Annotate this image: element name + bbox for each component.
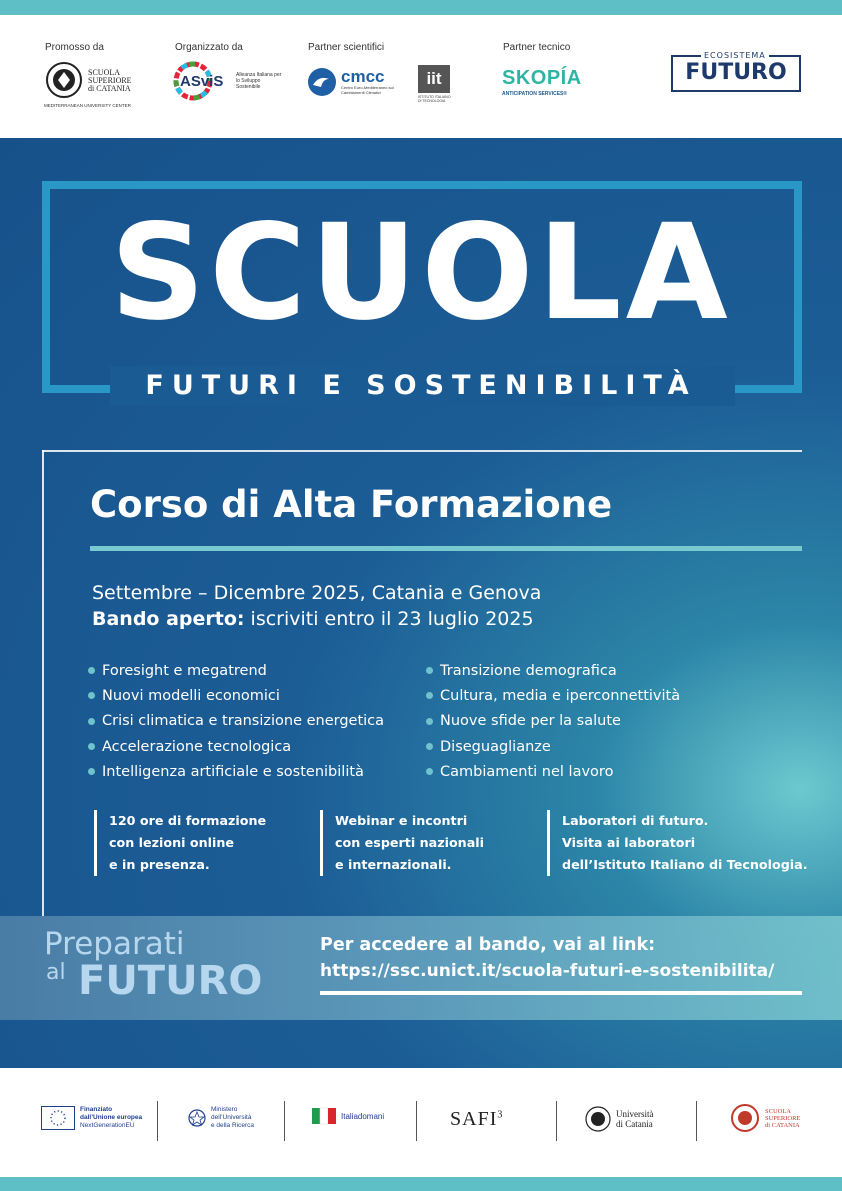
ssc-logo-line1: SCUOLA	[88, 68, 121, 77]
italiadomani-logo	[312, 1106, 384, 1126]
footer-divider	[284, 1101, 285, 1141]
topic-item: Accelerazione tecnologica	[88, 734, 384, 759]
cmcc-caption: Centro Euro-Mediterraneo sui Cambiamenti Climatici	[341, 85, 394, 95]
cta-link[interactable]: https://ssc.unict.it/scuola-futuri-e-sostenibilita/	[320, 961, 775, 981]
bullet-icon	[88, 768, 95, 775]
mur-text-3: e della Ricerca	[211, 1122, 254, 1129]
cmcc-logo	[307, 67, 397, 97]
italiadomani-flag-icon	[312, 1106, 336, 1126]
bullet-icon	[426, 768, 433, 775]
topic-item: Transizione demografica	[426, 658, 680, 683]
cta-link-underline	[320, 991, 802, 995]
eu-text-3: NextGenerationEU	[80, 1122, 135, 1129]
organized-by-label: Organizzato da	[175, 42, 243, 53]
italian-emblem-icon	[188, 1109, 206, 1127]
footer-divider	[416, 1101, 417, 1141]
ssc-red-emblem-icon	[730, 1102, 760, 1134]
iit-wordmark: iit	[418, 65, 450, 93]
bando-deadline: iscriviti entro il 23 luglio 2025	[244, 608, 534, 630]
ssc-logo-line2: SUPERIORE	[88, 76, 132, 85]
eu-text-2: dall’Unione europea	[80, 1114, 143, 1121]
unict-text-2: di Catania	[616, 1119, 653, 1129]
mur-text-2: dell’Università	[211, 1114, 252, 1121]
ecosistema-futuro-logo	[671, 51, 801, 92]
bullet-icon	[88, 718, 95, 725]
asvis-logo	[172, 60, 282, 102]
eu-text-1: Finanziato	[80, 1106, 113, 1113]
technical-partner-label: Partner tecnico	[503, 42, 571, 53]
mur-text-1: Ministero	[211, 1106, 238, 1113]
course-heading-underline	[90, 546, 802, 551]
eu-flag-icon	[41, 1106, 75, 1130]
bullet-icon	[426, 667, 433, 674]
footer-divider	[556, 1101, 557, 1141]
cmcc-wave-icon	[307, 67, 337, 97]
bullet-icon	[426, 718, 433, 725]
hero-title: SCUOLA	[110, 196, 732, 350]
safi-superscript: 3	[497, 1109, 504, 1121]
slogan-futuro: FUTURO	[78, 958, 263, 1004]
futuro-wordmark: FUTURO	[685, 60, 787, 85]
top-accent-stripe	[0, 0, 842, 15]
safi-wordmark: SAFI	[450, 1108, 498, 1130]
feature-hours: 120 ore di formazione con lezioni online e in presenza.	[94, 810, 266, 876]
topics-left-list	[88, 658, 384, 784]
course-heading: Corso di Alta Formazione	[90, 483, 613, 526]
slogan-al: al	[46, 960, 66, 985]
topic-item: Foresight e megatrend	[88, 658, 384, 683]
ssc-emblem-icon	[44, 60, 84, 102]
footer-divider	[157, 1101, 158, 1141]
main-poster	[0, 138, 842, 1068]
topic-item: Diseguaglianze	[426, 734, 680, 759]
feature-webinars: Webinar e incontri con esperti nazionali e internazionali.	[320, 810, 484, 876]
partners-header	[0, 15, 842, 138]
skopia-wordmark: SKOPÍA	[502, 67, 582, 89]
bando-line	[92, 608, 534, 630]
topic-item: Nuove sfide per la salute	[426, 709, 680, 734]
ssc-footer-text-2: SUPERIORE	[765, 1114, 801, 1122]
bullet-icon	[88, 667, 95, 674]
funders-footer	[0, 1068, 842, 1177]
topics-right-list	[426, 658, 680, 784]
topic-item: Cultura, media e iperconnettività	[426, 683, 680, 708]
topic-item: Crisi climatica e transizione energetica	[88, 709, 384, 734]
skopia-logo	[502, 67, 582, 97]
bullet-icon	[426, 743, 433, 750]
feature-labs: Laboratori di futuro. Visita ai laboratori dell’Istituto Italiano di Tecnologia.	[547, 810, 808, 876]
asvis-caption: Alleanza Italiana per lo Sviluppo Sostenibile	[236, 72, 282, 90]
ssc-footer-text-1: SCUOLA	[765, 1107, 792, 1115]
mur-logo	[188, 1106, 254, 1130]
eu-logo	[41, 1106, 142, 1130]
unict-seal-icon	[585, 1106, 611, 1132]
ssc-logo-caption: MEDITERRANEAN UNIVERSITY CENTER	[44, 103, 131, 108]
unict-text-1: Università	[616, 1109, 654, 1119]
safi-logo	[450, 1108, 503, 1131]
skopia-caption: ANTICIPATION SERVICES®	[502, 91, 568, 97]
topic-item: Cambiamenti nel lavoro	[426, 759, 680, 784]
scientific-partners-label: Partner scientifici	[308, 42, 385, 53]
ssc-logo-line3: di CATANIA	[88, 84, 131, 93]
bullet-icon	[426, 692, 433, 699]
footer-divider	[696, 1101, 697, 1141]
bullet-icon	[88, 743, 95, 750]
iit-logo	[418, 65, 454, 103]
hero-subtitle: FUTURI E SOSTENIBILITÀ	[145, 370, 697, 401]
asvis-wordmark: ASviS	[180, 73, 224, 90]
promoted-by-label: Promosso da	[45, 42, 104, 53]
cta-instruction: Per accedere al bando, vai al link:	[320, 935, 656, 955]
unict-logo	[585, 1106, 654, 1132]
cmcc-wordmark: cmcc	[341, 67, 385, 86]
content-box-top-border	[42, 450, 802, 452]
course-dates: Settembre – Dicembre 2025, Catania e Genova	[92, 582, 542, 604]
bullet-icon	[88, 692, 95, 699]
ssc-logo	[44, 60, 132, 102]
slogan-preparati: Preparati	[44, 926, 185, 962]
topic-item: Intelligenza artificiale e sostenibilità	[88, 759, 384, 784]
iit-caption: ISTITUTO ITALIANO DI TECNOLOGIA	[418, 95, 451, 103]
content-box-left-border	[42, 450, 44, 916]
italiadomani-wordmark: Italiadomani	[341, 1111, 385, 1121]
ssc-footer-text-3: di CATANIA	[765, 1121, 800, 1129]
bando-open-label: Bando aperto:	[92, 608, 245, 630]
topic-item: Nuovi modelli economici	[88, 683, 384, 708]
bottom-accent-stripe	[0, 1177, 842, 1191]
ssc-footer-logo	[730, 1102, 800, 1134]
futuro-small-label: ECOSISTEMA	[701, 51, 769, 60]
